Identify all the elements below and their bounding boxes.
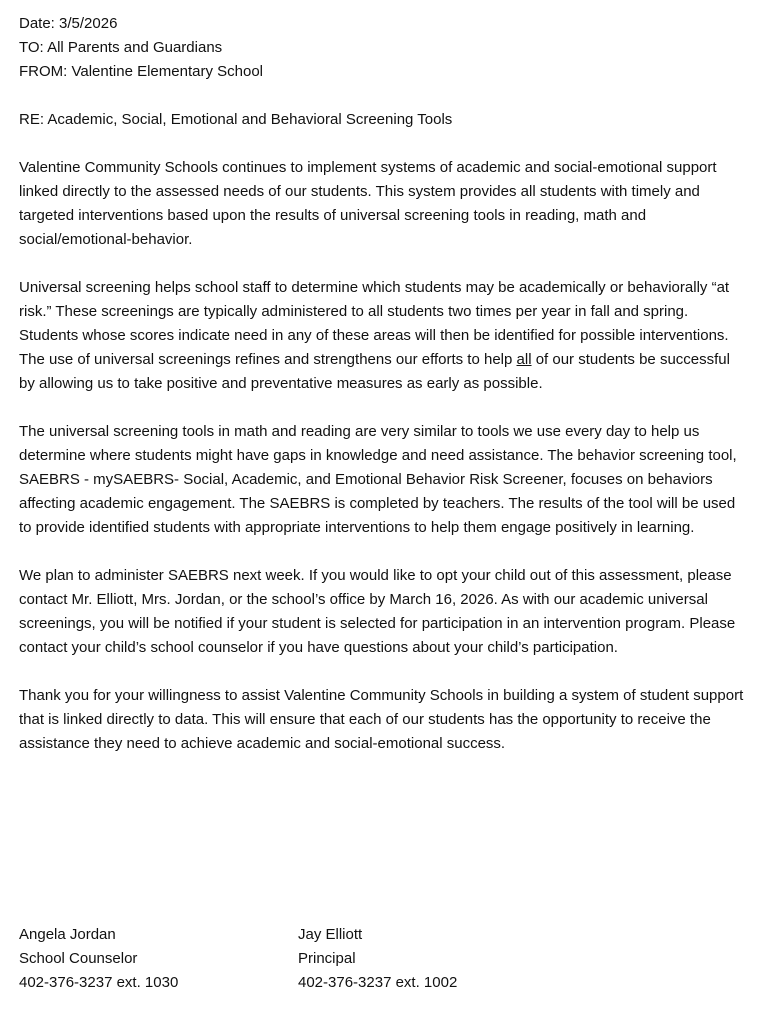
memo-subject: RE: Academic, Social, Emotional and Behavioral Screening Tools xyxy=(19,111,453,128)
paragraph-1 xyxy=(19,156,749,252)
signature-title: Principal xyxy=(298,950,356,967)
paragraph-2-part-2: of our students be successful by allowing us to take positive and preventative measures as early as possible. xyxy=(19,351,730,392)
paragraph-2 xyxy=(19,276,749,396)
signature-name: Jay Elliott xyxy=(298,926,363,943)
paragraph-4-text: We plan to administer SAEBRS next week. If you would like to opt your child out of this assessment, please contact Mr. Elliott, Mrs. Jordan, or the school’s office by March 16, 2026. As with our academic universal screenings, you will be notified if your student is selected for participation in an intervention program. Please contact your child’s school counselor if you have questions about your child’s participation. xyxy=(19,567,736,656)
signature-title: School Counselor xyxy=(19,950,138,967)
signature-phone: 402-376-3237 ext. 1030 xyxy=(19,974,179,991)
signature-name: Angela Jordan xyxy=(19,926,116,943)
letter-body xyxy=(19,12,749,780)
paragraph-5-text: Thank you for your willingness to assist Valentine Community Schools in building a system of student support that is linked directly to data. This will ensure that each of our students has the opportunity to receive the assistance they need to achieve academic and social-emotional success. xyxy=(19,687,744,752)
paragraph-2-text xyxy=(19,276,749,396)
memo-to: TO: All Parents and Guardians xyxy=(19,39,223,56)
memo-header xyxy=(19,12,749,84)
paragraph-3 xyxy=(19,420,749,540)
signature-phone: 402-376-3237 ext. 1002 xyxy=(298,974,458,991)
paragraph-3-text: The universal screening tools in math and reading are very similar to tools we use every day to help us determine where students might have gaps in knowledge and need assistance. The behavior screening tool, SAEBRS - mySAEBRS- Social, Academic, and Emotional Behavior Risk Screener, focuses on behaviors affecting academic engagement. The SAEBRS is completed by teachers. The results of the tool will be used to provide identified students with appropriate interventions to help them engage positively in learning. xyxy=(19,423,737,536)
paragraph-5 xyxy=(19,684,749,756)
signature-counselor xyxy=(19,923,279,995)
memo-date: Date: 3/5/2026 xyxy=(19,15,118,32)
paragraph-1-text: Valentine Community Schools continues to implement systems of academic and social-emotional support linked directly to the assessed needs of our students. This system provides all students with timely and targeted interventions based upon the results of universal screening tools in reading, math and social/emotional-behavior. xyxy=(19,159,717,248)
emphasis-all: all xyxy=(516,351,532,368)
signature-principal xyxy=(298,923,558,995)
paragraph-4 xyxy=(19,564,749,660)
memo-from: FROM: Valentine Elementary School xyxy=(19,63,263,80)
memo-subject-block xyxy=(19,108,749,132)
paragraph-2-part-1: Universal screening helps school staff to determine which students may be academically or behaviorally “at risk.” These screenings are typically administered to all students two times per year in fall and spring. Students whose scores indicate need in any of these areas will then be identified for possible interventions. The use of universal screenings refines and strengthens our efforts to help xyxy=(19,279,730,368)
